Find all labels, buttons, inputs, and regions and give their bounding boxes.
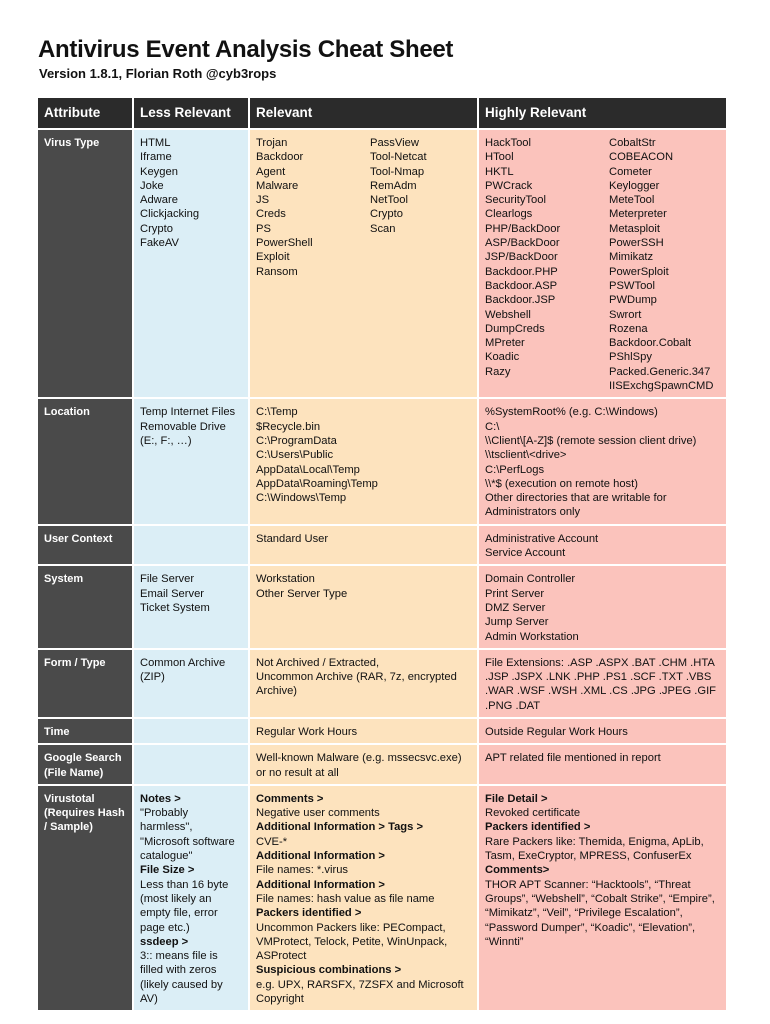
cell-relevant	[249, 398, 478, 524]
cell-line: (Requires Hash	[44, 807, 125, 820]
cell-line: "Microsoft software	[140, 835, 235, 848]
cell-relevant	[249, 744, 478, 785]
cell-less-relevant	[133, 785, 249, 1011]
cell-line: Backdoor.Cobalt	[609, 337, 692, 350]
cell-line: Clickjacking	[140, 208, 200, 221]
cell-line: MeteTool	[609, 194, 655, 207]
cell-line: Joke	[140, 179, 164, 192]
cell-line: Service Account	[485, 547, 566, 560]
cell-line: Ticket System	[140, 601, 210, 614]
cell-line: Webshell	[485, 308, 531, 321]
cell-less-relevant	[133, 525, 249, 566]
cell-line: Scan	[370, 222, 396, 235]
cell-line: C:\Windows\Temp	[256, 492, 347, 505]
cell-line: filled with zeros	[140, 964, 217, 977]
cell-line: "Probably	[140, 807, 189, 820]
cell-line: Copyright	[256, 993, 304, 1006]
cell-line: COBEACON	[609, 151, 674, 164]
cell-line: .JSP .JSPX .LNK .PHP .PS1 .SCF .TXT .VBS	[485, 671, 712, 684]
cell-subheading: Notes >	[140, 792, 181, 805]
cell-line: THOR APT Scanner: “Hacktools”, “Threat	[485, 878, 691, 891]
cell-line: Well-known Malware (e.g. mssecsvc.exe)	[256, 752, 462, 765]
cell-line: C:\Temp	[256, 406, 298, 419]
cell-line: Swrort	[609, 308, 642, 321]
cell-line: Backdoor.PHP	[485, 265, 558, 278]
cell-line: Uncommon Archive (RAR, 7z, encrypted	[256, 671, 457, 684]
cell-line: Creds	[256, 208, 286, 221]
cell-subheading: Packers identified >	[256, 907, 362, 920]
cell-column	[485, 136, 609, 393]
cell-line: / Sample)	[44, 821, 93, 834]
cell-line: Agent	[256, 165, 286, 178]
cell-line: Backdoor.JSP	[485, 294, 556, 307]
cell-line: Removable Drive	[140, 420, 226, 433]
cell-line: PowerShell	[256, 237, 313, 250]
cell-line: C:\ProgramData	[256, 434, 337, 447]
cell-line: (likely caused by	[140, 978, 223, 991]
cell-less-relevant	[133, 565, 249, 648]
cell-line: IISExchgSpawnCMD	[609, 380, 714, 393]
cell-line: \\*$ (execution on remote host)	[485, 477, 638, 490]
cell-line: C:\PerfLogs	[485, 463, 545, 476]
cell-line: Packed.Generic.347	[609, 365, 711, 378]
cell-line: RemAdm	[370, 179, 417, 192]
cell-line: Razy	[485, 365, 511, 378]
table-row-system	[38, 565, 726, 648]
cell-line: .WAR .WSF .WSH .XML .CS .JPG .JPEG .GIF	[485, 685, 717, 698]
cell-line: Tool-Netcat	[370, 151, 427, 164]
table-row-location	[38, 398, 726, 524]
cell-line: Backdoor.ASP	[485, 279, 558, 292]
cell-highly-relevant	[478, 649, 726, 718]
row-label-google-search	[38, 744, 133, 785]
table-row-user-context	[38, 525, 726, 566]
cell-line: harmless",	[140, 821, 193, 834]
cell-line: Temp Internet Files	[140, 406, 236, 419]
row-label-time: Time	[38, 718, 133, 744]
cell-line: DumpCreds	[485, 322, 545, 335]
cell-line: PWCrack	[485, 179, 533, 192]
cell-line: Rare Packers like: Themida, Enigma, ApLib,	[485, 835, 704, 848]
cell-subheading: Packers identified >	[485, 821, 591, 834]
cell-line: (E:, F:, …)	[140, 434, 192, 447]
cell-line: Domain Controller	[485, 573, 576, 586]
cell-line: Negative user comments	[256, 807, 380, 820]
cell-line: C:\	[485, 420, 500, 433]
cell-line: Workstation	[256, 573, 315, 586]
cell-line: Outside Regular Work Hours	[485, 725, 628, 738]
table-row-virus-type	[38, 129, 726, 398]
cell-line: Tasm, ExeCryptor, MPRESS, ConfuserEx	[485, 850, 692, 863]
cell-line: File names: *.virus	[256, 864, 349, 877]
cell-line: PSWTool	[609, 279, 656, 292]
cell-highly-relevant	[478, 565, 726, 648]
cell-line: “Winnti”	[485, 935, 524, 948]
row-label-form-type: Form / Type	[38, 649, 133, 718]
cell-highly-relevant	[478, 398, 726, 524]
cell-line: SecurityTool	[485, 194, 546, 207]
page-subtitle: Version 1.8.1, Florian Roth @cyb3rops	[39, 66, 277, 81]
cell-line: AppData\Roaming\Temp	[256, 477, 378, 490]
cell-line: HTool	[485, 151, 514, 164]
cell-line: Koadic	[485, 351, 520, 364]
cell-line: Admin Workstation	[485, 630, 579, 643]
cell-line: Ransom	[256, 265, 298, 278]
cell-line: (ZIP)	[140, 671, 165, 684]
cell-line: \\tsclient\<drive>	[485, 449, 567, 462]
cell-line: PS	[256, 222, 271, 235]
cell-line: Regular Work Hours	[256, 725, 358, 738]
cell-line: .PNG .DAT	[485, 699, 541, 712]
cell-relevant	[249, 525, 478, 566]
cell-line: Mimikatz	[609, 251, 654, 264]
table-header-row	[38, 98, 726, 129]
table-row-google-search	[38, 744, 726, 785]
cell-line: Malware	[256, 179, 299, 192]
cell-line: Jump Server	[485, 616, 549, 629]
cell-line: Clearlogs	[485, 208, 533, 221]
row-label-location: Location	[38, 398, 133, 524]
cell-line: Trojan	[256, 137, 288, 149]
page-title: Antivirus Event Analysis Cheat Sheet	[38, 36, 454, 63]
cell-line: PShlSpy	[609, 351, 652, 364]
cell-line: page etc.)	[140, 921, 190, 934]
cell-line: Cometer	[609, 165, 652, 178]
cell-line: File names: hash value as file name	[256, 892, 435, 905]
cell-line: Other directories that are writable for	[485, 492, 667, 505]
cell-line: Adware	[140, 194, 178, 207]
cell-highly-relevant	[478, 718, 726, 744]
cell-line: File Server	[140, 573, 195, 586]
cell-line: Revoked certificate	[485, 807, 581, 820]
cell-line: (File Name)	[44, 766, 104, 779]
cell-highly-relevant	[478, 785, 726, 1011]
cell-line: Administrators only	[485, 506, 581, 519]
cell-column	[256, 136, 370, 279]
cell-line: Metasploit	[609, 222, 660, 235]
cell-subheading: Comments>	[485, 864, 550, 877]
cell-line: ASProtect	[256, 950, 307, 963]
cell-line: JS	[256, 194, 270, 207]
cell-less-relevant	[133, 398, 249, 524]
cell-subheading: Additional Information >	[256, 850, 385, 863]
cell-line: Meterpreter	[609, 208, 667, 221]
cell-line: HKTL	[485, 165, 514, 178]
cell-less-relevant	[133, 649, 249, 718]
cell-line: APT related file mentioned in report	[485, 752, 661, 765]
cell-line: Google Search	[44, 752, 122, 765]
cell-line: catalogue"	[140, 850, 193, 863]
column-header-attribute: Attribute	[38, 98, 133, 129]
table-row-time	[38, 718, 726, 744]
cell-line: Backdoor	[256, 151, 304, 164]
cell-line: Rozena	[609, 322, 648, 335]
cell-line: Tool-Nmap	[370, 165, 425, 178]
cell-line: “Mimikatz”, “Veil”, “Privilege Escalation”,	[485, 907, 683, 920]
cell-line: AppData\Local\Temp	[256, 463, 360, 476]
cell-line: JSP/BackDoor	[485, 251, 558, 264]
cell-line: Email Server	[140, 587, 205, 600]
cell-column	[370, 136, 427, 279]
row-label-virustotal	[38, 785, 133, 1011]
cell-relevant	[249, 785, 478, 1011]
cell-subheading: File Size >	[140, 864, 195, 877]
cell-line: (most likely an	[140, 892, 212, 905]
cell-line: Crypto	[140, 222, 173, 235]
column-header-less-relevant: Less Relevant	[133, 98, 249, 129]
cell-line: PassView	[370, 137, 419, 149]
cell-line: PowerSploit	[609, 265, 669, 278]
cell-line: PWDump	[609, 294, 657, 307]
cell-line: AV)	[140, 993, 158, 1006]
cell-line: %SystemRoot% (e.g. C:\Windows)	[485, 406, 658, 419]
cell-line: “Password Dumper”, “Koadic”, “Elevation”,	[485, 921, 696, 934]
cell-line: CobaltStr	[609, 137, 656, 149]
cell-subheading: Additional Information >	[256, 878, 385, 891]
cell-line: Common Archive	[140, 656, 226, 669]
cell-line: NetTool	[370, 194, 408, 207]
table-row-virustotal	[38, 785, 726, 1011]
cell-subheading: Suspicious combinations >	[256, 964, 402, 977]
cell-less-relevant	[133, 129, 249, 398]
cell-line: HackTool	[485, 137, 532, 149]
cell-highly-relevant	[478, 744, 726, 785]
cell-line: C:\Users\Public	[256, 449, 334, 462]
cell-highly-relevant	[478, 525, 726, 566]
column-header-highly-relevant: Highly Relevant	[478, 98, 726, 129]
cell-line: Less than 16 byte	[140, 878, 229, 891]
cell-line: Standard User	[256, 532, 329, 545]
cell-line: Keylogger	[609, 179, 660, 192]
cell-line: Iframe	[140, 151, 172, 164]
cell-line: or no result at all	[256, 766, 339, 779]
cell-relevant	[249, 565, 478, 648]
table-row-form-type	[38, 649, 726, 718]
cell-line: 3:: means file is	[140, 950, 218, 963]
cell-line: e.g. UPX, RARSFX, 7ZSFX and Microsoft	[256, 978, 464, 991]
cell-relevant	[249, 718, 478, 744]
row-label-virus-type: Virus Type	[38, 129, 133, 398]
cell-line: Virustotal	[44, 792, 95, 805]
cell-line: Exploit	[256, 251, 290, 264]
cell-line: $Recycle.bin	[256, 420, 321, 433]
cell-highly-relevant	[478, 129, 726, 398]
cell-line: Archive)	[256, 685, 298, 698]
row-label-system: System	[38, 565, 133, 648]
cell-subheading: Comments >	[256, 792, 324, 805]
cell-line: FakeAV	[140, 237, 179, 250]
cell-line: Crypto	[370, 208, 403, 221]
cell-line: DMZ Server	[485, 601, 546, 614]
cell-subheading: File Detail >	[485, 792, 548, 805]
cell-line: Keygen	[140, 165, 178, 178]
cell-less-relevant	[133, 718, 249, 744]
cell-less-relevant	[133, 744, 249, 785]
cell-line: MPreter	[485, 337, 525, 350]
cell-line: CVE-*	[256, 835, 288, 848]
cell-subheading: ssdeep >	[140, 935, 189, 948]
cell-line: Administrative Account	[485, 532, 599, 545]
cell-line: VMProtect, Telock, Petite, WinUnpack,	[256, 935, 448, 948]
cell-line: Print Server	[485, 587, 545, 600]
cell-line: File Extensions: .ASP .ASPX .BAT .CHM .HTA	[485, 656, 715, 669]
cell-relevant	[249, 649, 478, 718]
cell-line: PHP/BackDoor	[485, 222, 561, 235]
cell-line: ASP/BackDoor	[485, 237, 560, 250]
cell-line: PowerSSH	[609, 237, 664, 250]
cell-relevant	[249, 129, 478, 398]
cell-line: Uncommon Packers like: PECompact,	[256, 921, 446, 934]
column-header-relevant: Relevant	[249, 98, 478, 129]
cell-column	[609, 136, 713, 393]
cell-line: Other Server Type	[256, 587, 348, 600]
cell-line: Not Archived / Extracted,	[256, 656, 380, 669]
cell-line: empty file, error	[140, 907, 218, 920]
row-label-user-context: User Context	[38, 525, 133, 566]
cell-line: HTML	[140, 137, 171, 149]
cell-line: Groups”, “Webshell”, “Cobalt Strike”, “Empire”,	[485, 892, 715, 905]
cell-line: \\Client\[A-Z]$ (remote session client drive)	[485, 434, 697, 447]
cell-subheading: Additional Information > Tags >	[256, 821, 423, 834]
analysis-table	[38, 98, 726, 1012]
